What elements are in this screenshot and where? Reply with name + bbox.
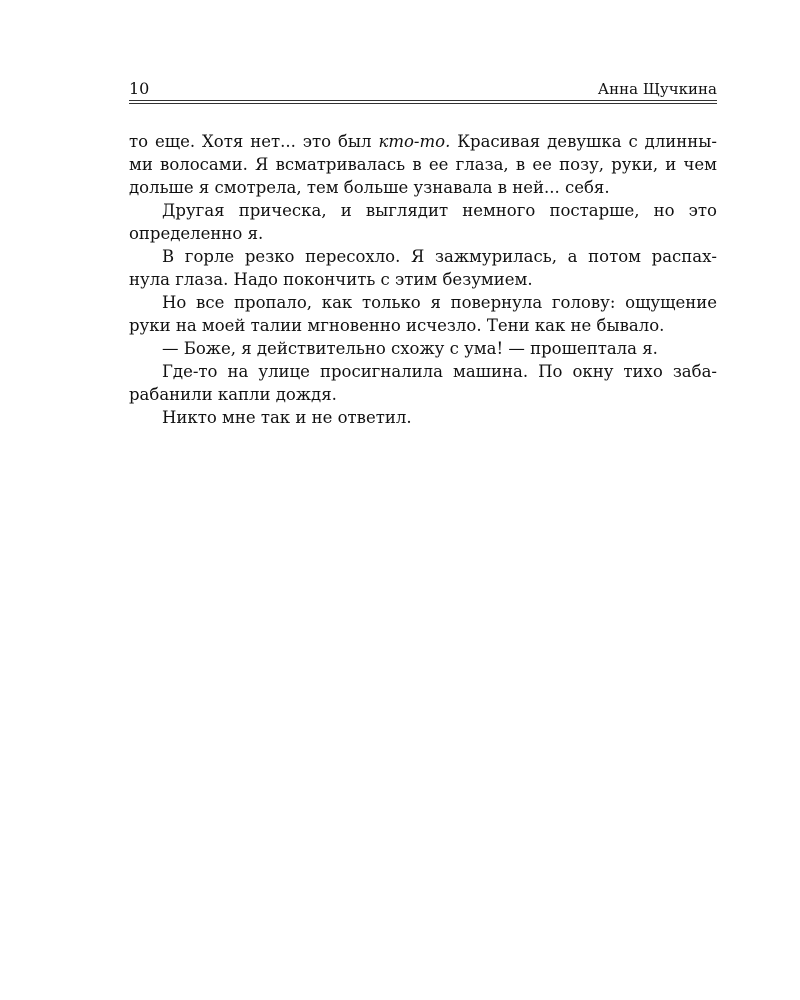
text-line: В горле резко пересохло. Я зажмурилась, а потом распах- bbox=[162, 247, 717, 266]
header-rule-bottom bbox=[129, 103, 717, 104]
running-head-author: Анна Щучкина bbox=[597, 80, 717, 98]
italic-text: кто-то. bbox=[378, 132, 451, 151]
text-line: рабанили капли дождя. bbox=[129, 385, 337, 404]
text-line: Но все пропало, как только я повернула голову: ощущение bbox=[162, 293, 717, 312]
text-segment: то еще. Хотя нет... это был bbox=[129, 132, 379, 151]
text-segment: Красивая девушка с длинны- bbox=[450, 132, 717, 151]
header-rule-top bbox=[129, 100, 717, 101]
page-number: 10 bbox=[129, 79, 150, 98]
body-text bbox=[129, 130, 717, 429]
text-line: определенно я. bbox=[129, 224, 264, 243]
text-line bbox=[129, 130, 717, 153]
text-line: нула глаза. Надо покончить с этим безумием. bbox=[129, 270, 533, 289]
text-line: Другая прическа, и выглядит немного постарше, но это bbox=[162, 201, 717, 220]
text-line: дольше я смотрела, тем больше узнавала в ней... себя. bbox=[129, 178, 610, 197]
text-line: Где-то на улице просигналила машина. По окну тихо заба- bbox=[162, 362, 717, 381]
running-header bbox=[129, 79, 717, 99]
text-line: — Боже, я действительно схожу с ума! — прошептала я. bbox=[162, 339, 658, 358]
text-line: ми волосами. Я всматривалась в ее глаза, в ее позу, руки, и чем bbox=[129, 155, 717, 174]
text-line: руки на моей талии мгновенно исчезло. Тени как не бывало. bbox=[129, 316, 665, 335]
text-line: Никто мне так и не ответил. bbox=[162, 408, 412, 427]
